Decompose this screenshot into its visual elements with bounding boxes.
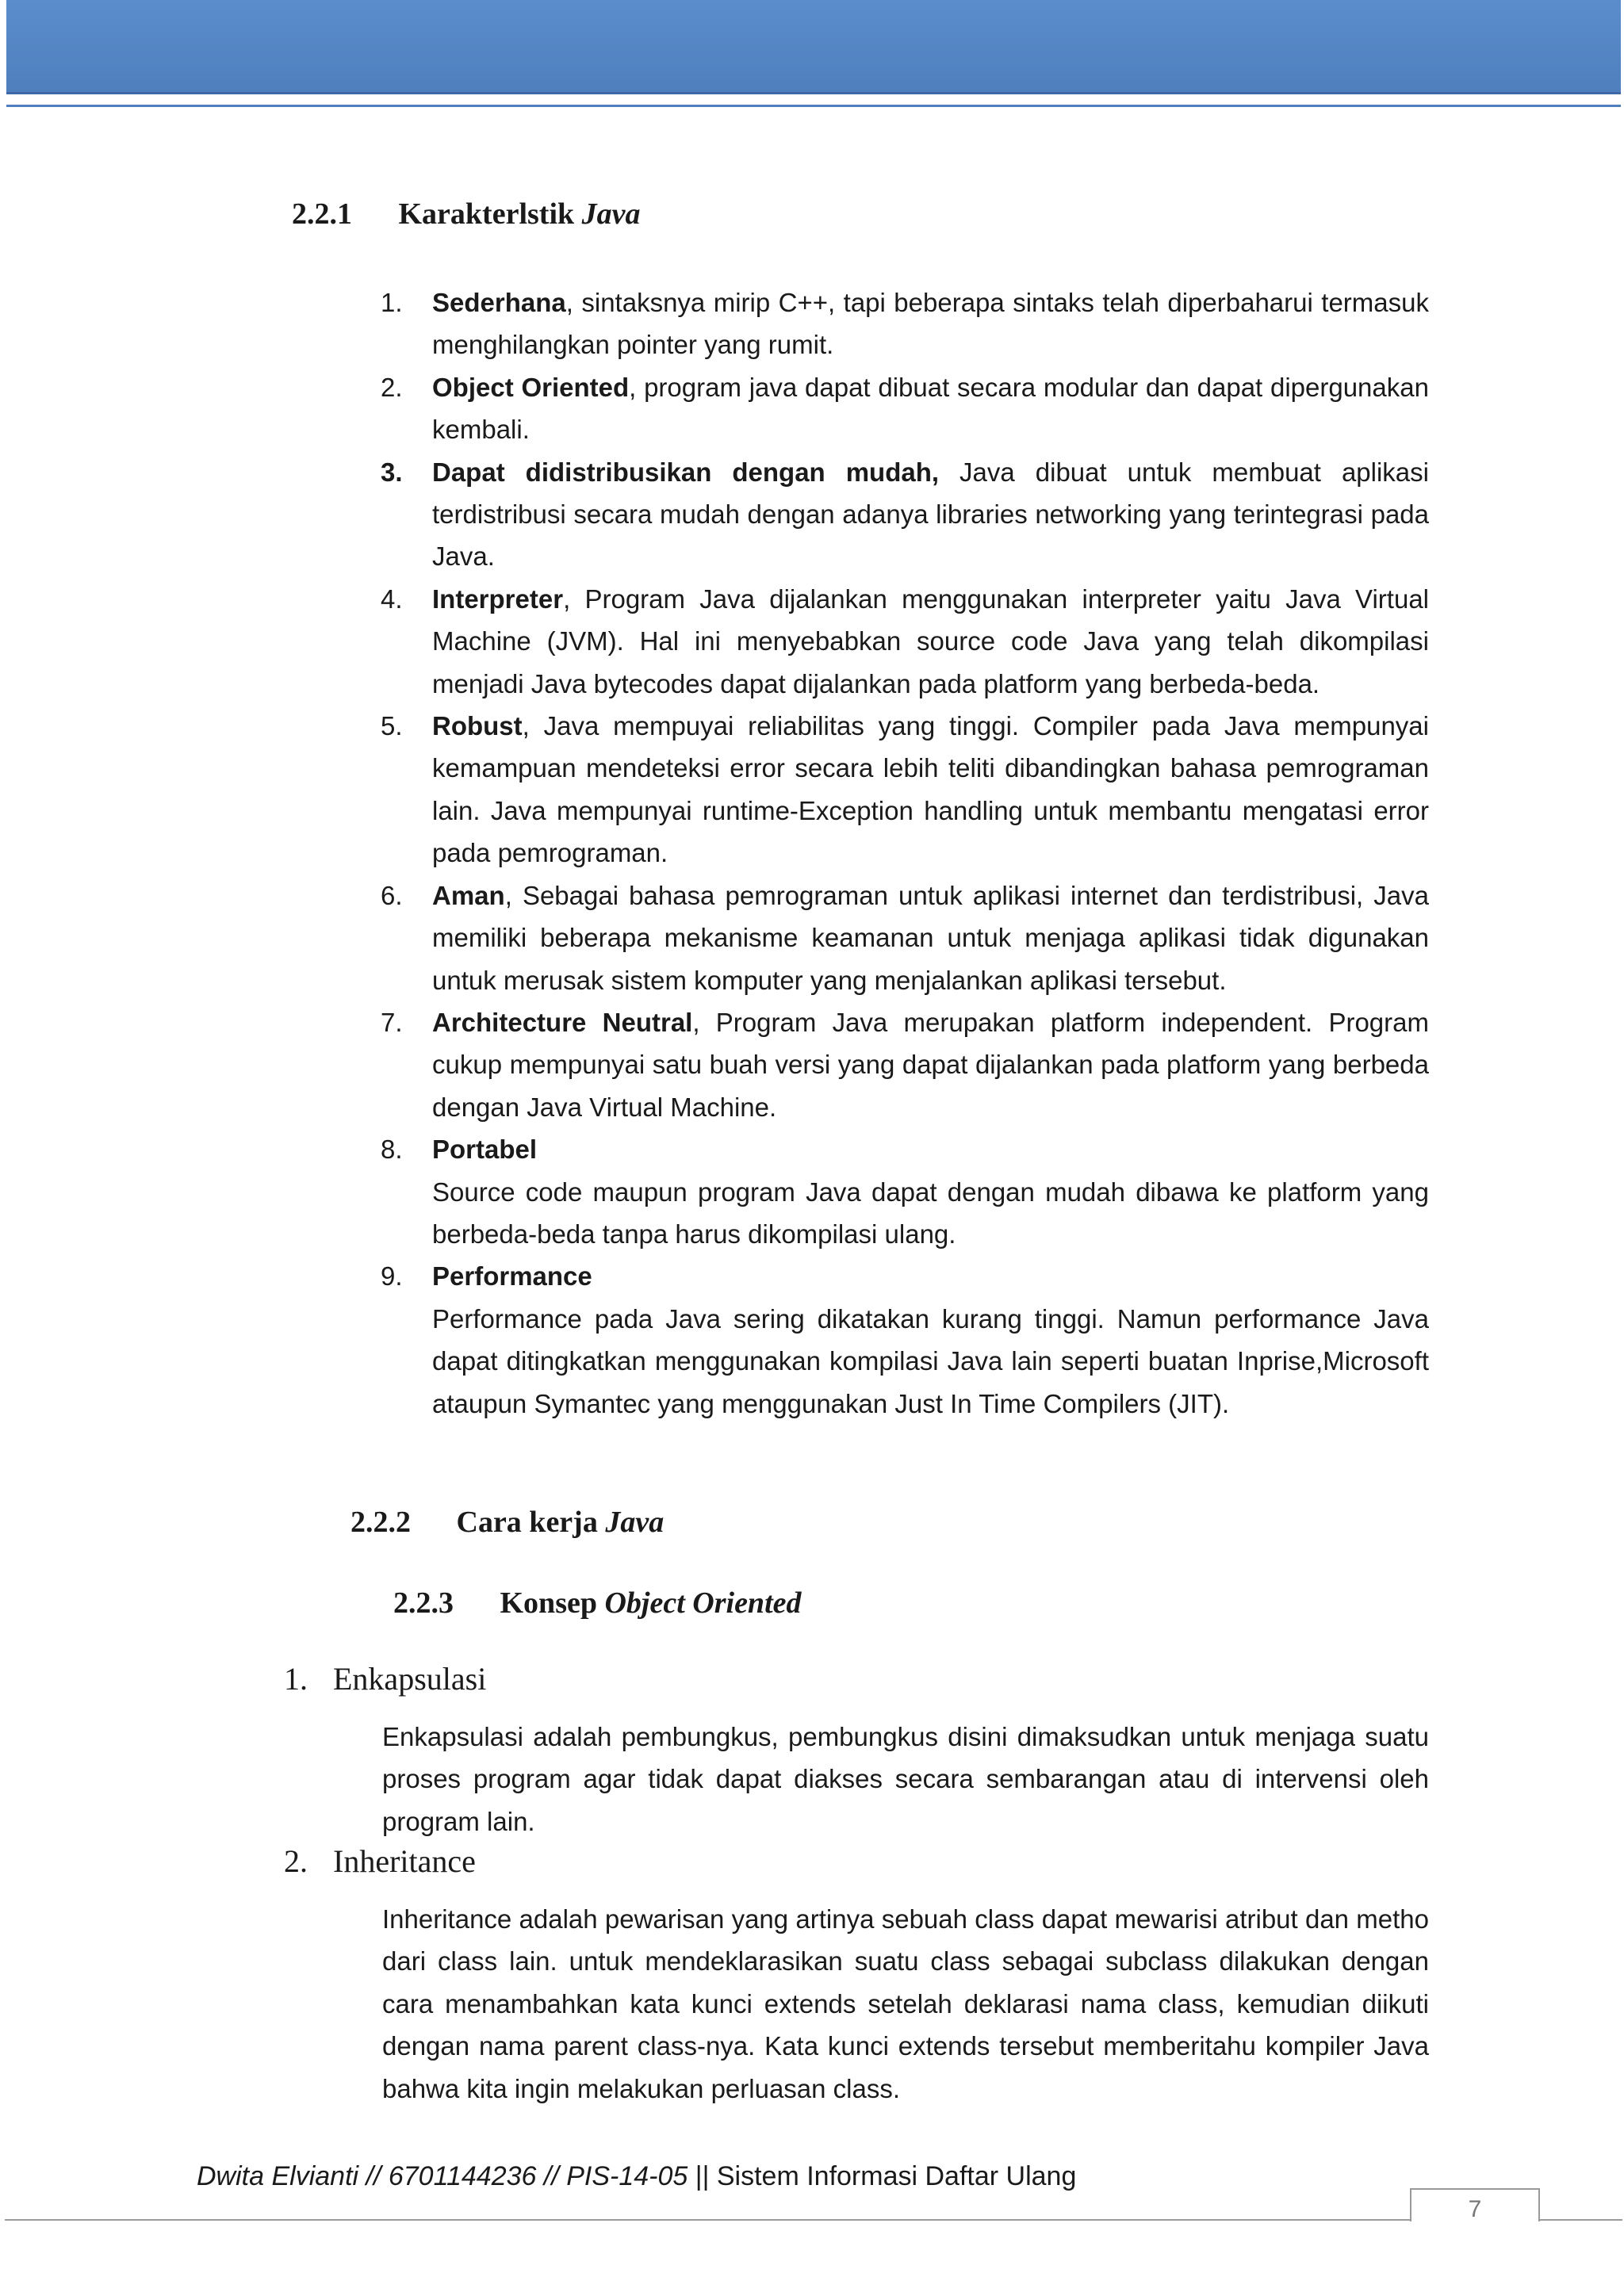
footer-title: Sistem Informasi Daftar Ulang (716, 2161, 1077, 2191)
item-number: 6. (381, 880, 403, 910)
item-number: 5. (381, 711, 403, 741)
section-title: Konsep (500, 1586, 597, 1620)
footer-text (197, 2161, 1076, 2192)
item-text: Performance pada Java sering dikatakan kurang tinggi. Namun performance Java dapat ditingkatkan menggunakan kompilasi Java lain seperti buatan Inprise,Microsoft ataupun Symantec yang menggunakan Just In Time Compilers (JIT). (432, 1303, 1429, 1418)
concept-title: Inheritance (333, 1843, 476, 1879)
list-item (381, 1128, 1429, 1255)
list-item (381, 281, 1429, 366)
characteristics-list (381, 281, 1429, 1425)
header-band (6, 0, 1621, 94)
section-number: 2.2.3 (393, 1586, 454, 1620)
list-item (381, 705, 1429, 874)
concept-heading (284, 1843, 476, 1880)
item-term: Dapat didistribusikan dengan mudah, (432, 457, 940, 487)
item-term: Sederhana (432, 288, 566, 317)
section-number: 2.2.1 (292, 197, 352, 231)
footer-separator: || (688, 2161, 717, 2191)
concept-number: 2. (284, 1843, 308, 1879)
list-item (381, 366, 1429, 451)
item-number: 9. (381, 1261, 403, 1292)
item-text: , Sebagai bahasa pemrograman untuk aplikasi internet dan terdistribusi, Java memiliki beberapa mekanisme keamanan untuk menjaga aplikasi tidak digunakan untuk merusak sistem komputer yang menjalankan aplikasi tersebut. (432, 880, 1429, 995)
item-text: , Java mempuyai reliabilitas yang tinggi. Compiler pada Java mempunyai kemampuan mendeteksi error secara lebih teliti dibandingkan bahasa pemrograman lain. Java mempunyai runtime-Exception handling untuk membantu mengatasi error pada pemrograman. (432, 711, 1429, 868)
concept-title: Enkapsulasi (333, 1661, 487, 1697)
item-text: Java dibuat untuk membuat aplikasi terdistribusi secara mudah dengan adanya libraries networking yang terintegrasi pada Java. (432, 457, 1429, 572)
section-heading-2-2-2 (350, 1505, 664, 1540)
section-heading-2-2-1 (292, 197, 641, 232)
section-title: Karakterlstik (398, 197, 575, 231)
section-title-italic: Java (581, 197, 641, 231)
item-term: Portabel (432, 1135, 538, 1165)
item-number: 8. (381, 1135, 403, 1165)
section-heading-2-2-3 (393, 1586, 802, 1621)
item-term: Object Oriented (432, 372, 630, 402)
list-item (381, 578, 1429, 705)
item-text: , Program Java merupakan platform independent. Program cukup mempunyai satu buah versi yang dapat dijalankan pada platform yang berbeda dengan Java Virtual Machine. (432, 1007, 1429, 1122)
concept-number: 1. (284, 1661, 308, 1697)
item-number: 2. (381, 372, 403, 402)
item-text: , Program Java dijalankan menggunakan interpreter yaitu Java Virtual Machine (JVM). Hal ini menyebabkan source code Java yang telah dikompilasi menjadi Java bytecodes dapat dijalankan pada platform yang berbeda-beda. (432, 584, 1429, 698)
section-title-italic: Object Oriented (604, 1586, 802, 1620)
list-item (381, 1001, 1429, 1128)
section-title-italic: Java (605, 1506, 665, 1539)
section-number: 2.2.2 (350, 1506, 411, 1539)
item-number: 3. (381, 457, 403, 487)
list-item (381, 1255, 1429, 1425)
item-number: 1. (381, 288, 403, 317)
item-text: , program java dapat dibuat secara modular dan dapat dipergunakan kembali. (432, 372, 1429, 445)
item-term: Performance (432, 1261, 592, 1292)
header-rule (6, 105, 1621, 107)
item-number: 4. (381, 584, 403, 614)
item-term: Aman (432, 880, 505, 910)
concept-paragraph: Inheritance adalah pewarisan yang artinya sebuah class dapat mewarisi atribut dan metho dari class lain. untuk mendeklarasikan suatu class sebagai subclass dilakukan dengan cara menambahkan kata kunci extends setelah deklarasi nama class, kemudian diikuti dengan nama parent class-nya. Kata kunci extends tersebut memberitahu kompiler Java bahwa kita ingin melakukan perluasan class. (382, 1904, 1429, 2103)
list-item (381, 451, 1429, 578)
page-number: 7 (1410, 2188, 1540, 2221)
footer-author: Dwita Elvianti // 6701144236 // PIS-14-05 (197, 2161, 688, 2191)
list-item (381, 874, 1429, 1001)
item-text: Source code maupun program Java dapat dengan mudah dibawa ke platform yang berbeda-beda tanpa harus dikompilasi ulang. (432, 1177, 1429, 1249)
item-number: 7. (381, 1007, 403, 1037)
item-term: Architecture Neutral (432, 1007, 693, 1037)
concept-paragraph: Enkapsulasi adalah pembungkus, pembungkus disini dimaksudkan untuk menjaga suatu proses program agar tidak dapat diakses secara sembarangan atau di intervensi oleh program lain. (382, 1722, 1429, 1836)
section-title: Cara kerja (456, 1506, 598, 1539)
item-term: Robust (432, 711, 523, 741)
item-text: , sintaksnya mirip C++, tapi beberapa sintaks telah diperbaharui termasuk menghilangkan pointer yang rumit. (432, 288, 1429, 360)
item-term: Interpreter (432, 584, 564, 614)
concept-heading (284, 1660, 486, 1697)
footer-rule (5, 2219, 1622, 2221)
